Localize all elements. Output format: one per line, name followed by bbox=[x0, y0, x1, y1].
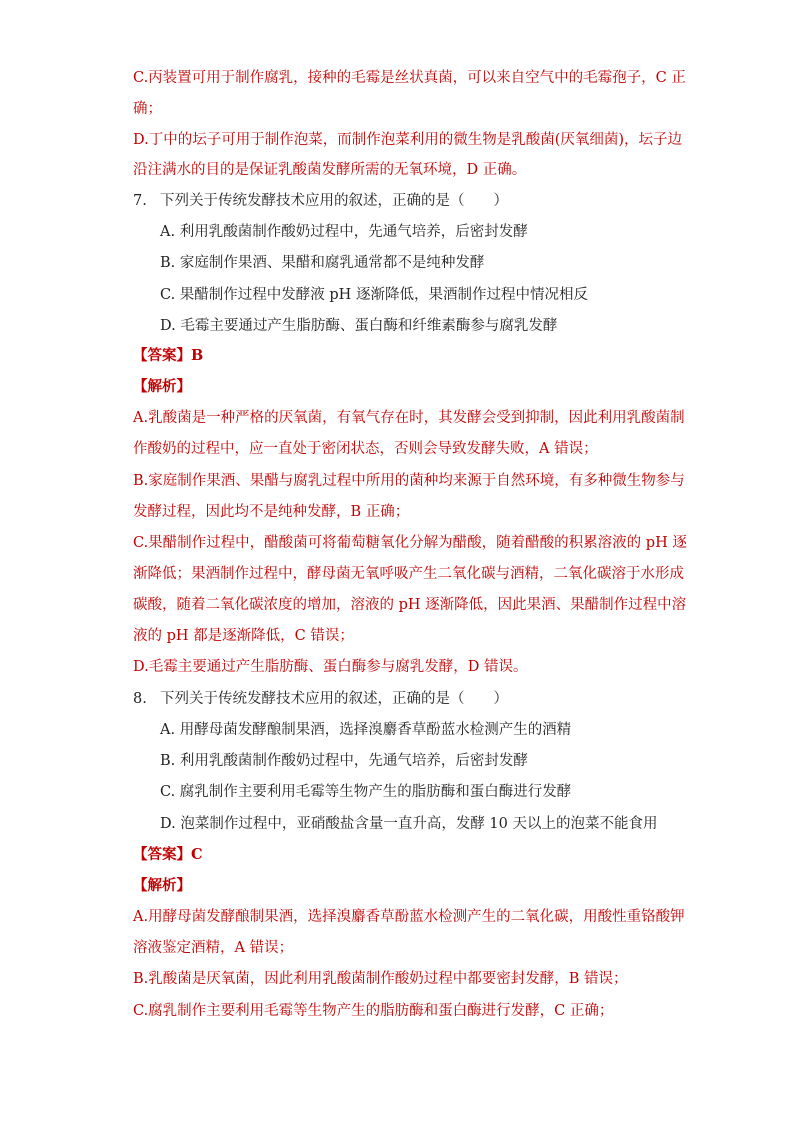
analysis-line: 沿注满水的目的是保证乳酸菌发酵所需的无氧环境，D 正确。 bbox=[133, 162, 527, 178]
analysis-line: A.用酵母菌发酵酿制果酒，选择溴麝香草酚蓝水检测产生的二氧化碳，用酸性重铬酸钾 bbox=[133, 909, 685, 925]
option-b: B. 利用乳酸菌制作酸奶过程中，先通气培养，后密封发酵 bbox=[160, 753, 528, 769]
analysis-line: 溶液鉴定酒精，A 错误； bbox=[133, 940, 294, 956]
analysis-line: B.家庭制作果酒、果醋与腐乳过程中所用的菌种均来源于自然环境，有多种微生物参与 bbox=[133, 473, 685, 489]
question-7-stem bbox=[133, 191, 508, 211]
analysis-label: 【解析】 bbox=[133, 877, 191, 894]
question-text: 下列关于传统发酵技术应用的叙述，正确的是（ ） bbox=[160, 193, 508, 209]
question-number: 7. bbox=[133, 193, 147, 209]
answer-label: 【答案】C bbox=[133, 846, 203, 863]
analysis-line: 渐降低；果酒制作过程中，酵母菌无氧呼吸产生二氧化碳与酒精，二氧化碳溶于水形成 bbox=[133, 566, 684, 582]
analysis-line: 碳酸，随着二氧化碳浓度的增加，溶液的 pH 逐渐降低，因此果酒、果醋制作过程中溶 bbox=[133, 597, 687, 613]
option-a: A. 利用乳酸菌制作酸奶过程中，先通气培养，后密封发酵 bbox=[160, 224, 528, 240]
option-a: A. 用酵母菌发酵酿制果酒，选择溴麝香草酚蓝水检测产生的酒精 bbox=[160, 722, 572, 738]
analysis-line: 作酸奶的过程中，应一直处于密闭状态，否则会导致发酵失败，A 错误； bbox=[133, 441, 598, 457]
analysis-line: C.果醋制作过程中，醋酸菌可将葡萄糖氧化分解为醋酸，随着醋酸的积累溶液的 pH 逐 bbox=[133, 535, 687, 551]
option-c: C. 腐乳制作主要利用毛霉等生物产生的脂肪酶和蛋白酶进行发酵 bbox=[160, 784, 572, 800]
question-8-stem bbox=[133, 689, 508, 709]
analysis-line: C.丙装置可用于制作腐乳，接种的毛霉是丝状真菌，可以来自空气中的毛霉孢子，C 正 bbox=[133, 70, 686, 86]
option-d: D. 泡菜制作过程中，亚硝酸盐含量一直升高，发酵 10 天以上的泡菜不能食用 bbox=[160, 816, 658, 832]
analysis-line: A.乳酸菌是一种严格的厌氧菌，有氧气存在时，其发酵会受到抑制，因此利用乳酸菌制 bbox=[133, 410, 685, 426]
analysis-line: 确； bbox=[133, 101, 162, 117]
analysis-label: 【解析】 bbox=[133, 378, 191, 395]
analysis-line: D.丁中的坛子可用于制作泡菜，而制作泡菜利用的微生物是乳酸菌(厌氧细菌)，坛子边 bbox=[133, 132, 683, 148]
answer-label: 【答案】B bbox=[133, 347, 204, 364]
option-d: D. 毛霉主要通过产生脂肪酶、蛋白酶和纤维素酶参与腐乳发酵 bbox=[160, 318, 558, 334]
question-number: 8. bbox=[133, 691, 147, 707]
analysis-line: C.腐乳制作主要利用毛霉等生物产生的脂肪酶和蛋白酶进行发酵，C 正确； bbox=[133, 1003, 614, 1019]
analysis-line: B.乳酸菌是厌氧菌，因此利用乳酸菌制作酸奶过程中都要密封发酵，B 错误； bbox=[133, 971, 628, 987]
option-c: C. 果醋制作过程中发酵液 pH 逐渐降低，果酒制作过程中情况相反 bbox=[160, 287, 588, 303]
analysis-line: D.毛霉主要通过产生脂肪酶、蛋白酶参与腐乳发酵，D 错误。 bbox=[133, 659, 528, 675]
option-b: B. 家庭制作果酒、果醋和腐乳通常都不是纯种发酵 bbox=[160, 255, 485, 271]
analysis-line: 液的 pH 都是逐渐降低，C 错误； bbox=[133, 628, 354, 644]
question-text: 下列关于传统发酵技术应用的叙述，正确的是（ ） bbox=[160, 691, 508, 707]
analysis-line: 发酵过程，因此均不是纯种发酵，B 正确； bbox=[133, 504, 410, 520]
